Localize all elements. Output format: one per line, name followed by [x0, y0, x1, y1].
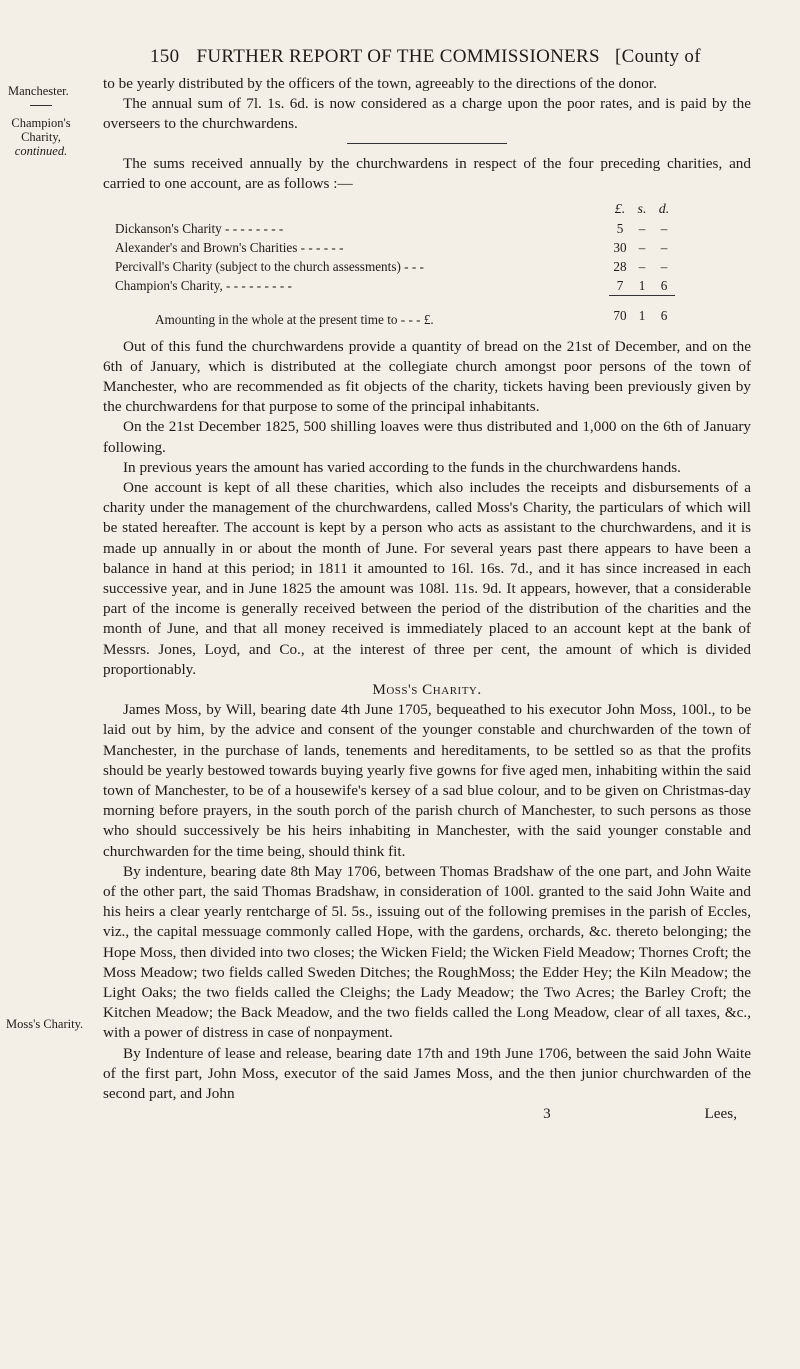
running-title: FURTHER REPORT OF THE COMMISSIONERS [196, 46, 600, 67]
signature-mark: 3 [543, 1105, 551, 1123]
margin-note-moss: Moss's Charity. [6, 1017, 84, 1031]
header-pence: d. [658, 202, 670, 218]
total-shillings: 1 [631, 296, 653, 329]
row-pence: – [660, 259, 668, 275]
row-pence: – [660, 240, 668, 256]
margin-rule [30, 105, 52, 106]
row-pounds: 30 [613, 240, 627, 256]
row-label: Champion's Charity, - - - - - - - - - [115, 278, 292, 294]
margin-note-continued: continued. [14, 144, 68, 158]
table-row [115, 238, 675, 257]
table-header-row [115, 200, 675, 219]
row-label: Alexander's and Brown's Charities - - - - - - [115, 240, 344, 256]
header-pounds: £. [614, 202, 626, 218]
row-label: Dickanson's Charity - - - - - - - - [115, 221, 284, 237]
running-county: [County of [614, 46, 701, 67]
section-divider [347, 143, 507, 144]
paragraph: One account is kept of all these charities, which also includes the receipts and disbursements of a charity under the management of the churchwardens, called Moss's Charity, the particulars of which will be stated hereafter. The account is kept by a person who acts as assistant to the churchwardens, and it is made up annually in or about the month of June. For several years past there appears to have been a balance in hand at this period; in 1811 it amounted to 16l. 16s. 7d., and it has since increased in each successive year, and in June 1825 the amount was 108l. 11s. 9d. It appears, however, that a considerable part of the income is generally received between the period of the distribution of the charities and the month of June, and that all money received is immediately placed to an account kept at the bank of Messrs. Jones, Loyd, and Co., at the interest of three per cent, the amount of which is divided proportionably. [103, 478, 751, 678]
row-shillings: 1 [638, 278, 646, 294]
header-shillings: s. [637, 202, 647, 218]
paragraph: James Moss, by Will, bearing date 4th June 1705, bequeathed to his executor John Moss, 100l., to be laid out by him, by the advice and consent of the younger constable and churchwarden of the town of Manchester, in the purchase of lands, tenements and hereditaments, to be settled so as that the profits should be yearly bestowed towards buying yearly five gowns for five aged men, inhabiting within the said town of Manchester, to be of a housewife's kersey of a sad blue colour, and to be given on Christmas-day morning before prayers, in the south porch of the parish church of Manchester, to such persons as those who should successively be his heirs inhabiting in Manchester, with the said younger constable and churchwarden for the time being, should think fit. [103, 701, 751, 860]
running-header [150, 46, 701, 68]
paragraph: By Indenture of lease and release, bearing date 17th and 19th June 1706, between the said John Waite of the first part, John Moss, executor of the said James Moss, and the then junior churchwarden of the second part, and John [103, 1044, 751, 1103]
catchword: Lees, [704, 1105, 737, 1123]
table-row [115, 257, 675, 276]
table-row [115, 219, 675, 238]
paragraph: By indenture, bearing date 8th May 1706, between Thomas Bradshaw of the one part, and John Waite of the other part, the said Thomas Bradshaw, in consideration of 100l. granted to the said John Waite and his heirs a clear yearly rentcharge of 5l. 5s., issuing out of the following premises in the parish of Eccles, viz., the capital messuage commonly called Hope, with the gardens, orchards, &c. thereto belonging; the Hope Moss, then divided into two closes; the Wicken Field; the Wicken Field Meadow; Thornes Croft; the Moss Meadow; two fields called Sweden Ditches; the RoughMoss; the Edder Hey; the Kiln Meadow; the Light Oaks; the two fields called the Cleighs; the Lady Meadow; the Two Acres; the Barley Croft; the Kitchen Meadow; the Back Meadow, and the two fields called the Long Meadow, clear of all taxes, &c., with a power of distress in case of nonpayment. [103, 862, 751, 1042]
paragraph: In previous years the amount has varied according to the funds in the churchwardens hands. [123, 458, 681, 476]
paragraph: to be yearly distributed by the officers of the town, agreeably to the directions of the donor. [103, 75, 657, 92]
row-pence: – [660, 221, 668, 237]
charity-table [115, 200, 675, 329]
total-pounds: 70 [609, 296, 631, 329]
paragraph: The annual sum of 7l. 1s. 6d. is now considered as a charge upon the poor rates, and is paid by the overseers to the churchwardens. [103, 95, 751, 133]
table-total-row [115, 296, 675, 329]
margin-note-champion [6, 116, 76, 158]
row-shillings: – [638, 240, 646, 256]
row-label: Percivall's Charity (subject to the church assessments) - - - [115, 259, 424, 275]
main-text [103, 74, 751, 1124]
section-heading: Moss's Charity. [372, 680, 482, 698]
row-pence: 6 [660, 278, 668, 294]
paragraph: Out of this fund the churchwardens provide a quantity of bread on the 21st of December, and on the 6th of January, which is distributed at the collegiate church amongst poor persons of the town of Manchester, who are recommended as fit objects of the charity, tickets having been previously given by the churchwardens for that purpose to some of the principal inhabitants. [103, 337, 751, 416]
margin-note-champion-title: Champion's Charity, [11, 116, 71, 144]
row-pounds: 28 [613, 259, 627, 275]
page-footer [103, 1104, 751, 1124]
total-pence: 6 [653, 296, 675, 329]
paragraph: The sums received annually by the churchwardens in respect of the four preceding charities, and carried to one account, are as follows :— [103, 154, 751, 192]
row-shillings: – [638, 221, 646, 237]
total-label: Amounting in the whole at the present time to - - - £. [155, 311, 434, 327]
page-number: 150 [150, 46, 180, 67]
paragraph: On the 21st December 1825, 500 shilling loaves were thus distributed and 1,000 on the 6th of January following. [103, 418, 751, 456]
row-pounds: 5 [616, 221, 624, 237]
margin-note-place: Manchester. [8, 84, 69, 98]
row-pounds: 7 [616, 278, 624, 294]
table-row [115, 276, 675, 296]
row-shillings: – [638, 259, 646, 275]
